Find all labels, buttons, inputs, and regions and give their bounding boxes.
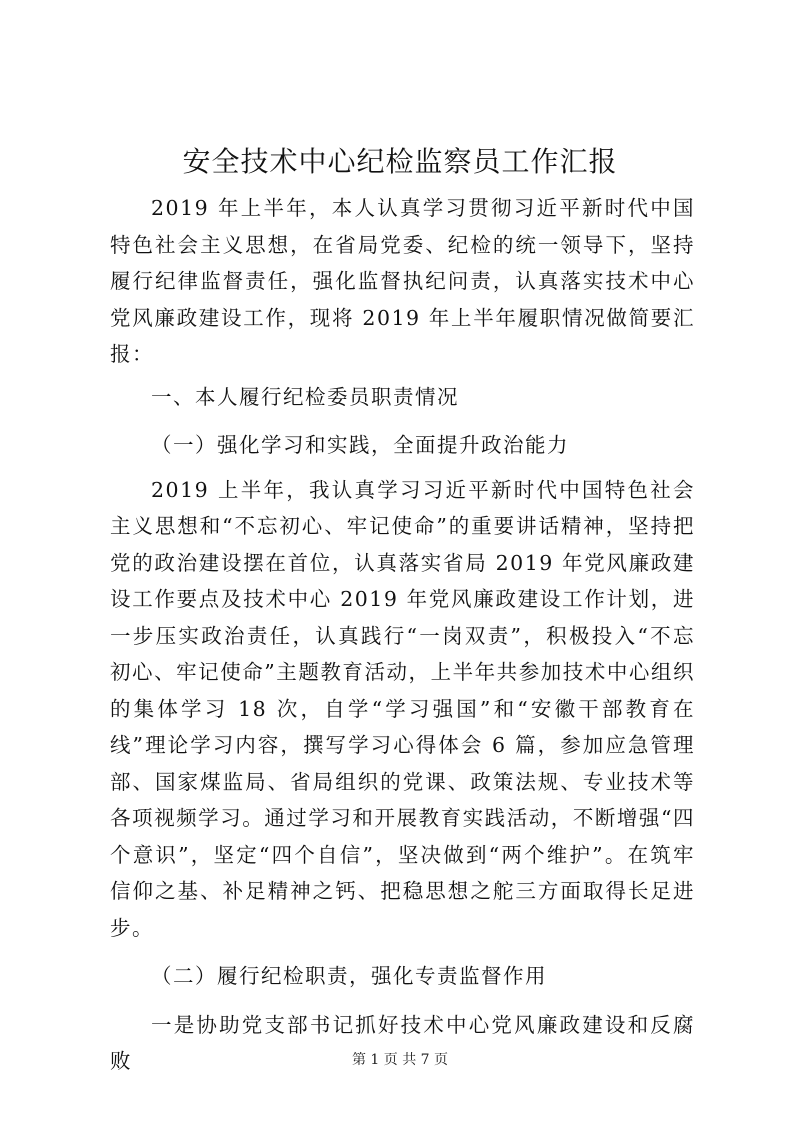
subsection-heading-2: （二）履行纪检职责，强化专责监督作用: [151, 964, 547, 988]
study-paragraph: 2019 上半年，我认真学习习近平新时代中国特色社会主义思想和“不忘初心、牢记使命”的重要讲话精神，坚持把党的政治建设摆在首位，认真落实省局 2019 年党风廉政建设工作要点及技术中心 2019 年党风廉政建设工作计划，进一步压实政治责任，认真践行“一岗双责”，积极投入“不忘初心、牢记使命”主题教育活动，上半年共参加技术中心组织的集体学习 18 次，自学“学习强国”和“安徽干部教育在线”理论学习内容，撰写学习心得体会 6 篇，参加应急管理部、国家煤监局、省局组织的党课、政策法规、专业技术等各项视频学习。通过学习和开展教育实践活动，不断增强“四个意识”，坚定“四个自信”，坚决做到“两个维护”。在筑牢信仰之基、补足精神之钙、把稳思想之舵三方面取得长足进步。: [110, 477, 695, 940]
intro-paragraph: 2019 年上半年，本人认真学习贯彻习近平新时代中国特色社会主义思想，在省局党委、纪检的统一领导下，坚持履行纪律监督责任，强化监督执纪问责，认真落实技术中心党风廉政建设工作，现将 2019 年上半年履职情况做简要汇报：: [110, 196, 695, 366]
duty-paragraph: 一是协助党支部书记抓好技术中心党风廉政建设和反腐败: [110, 1012, 695, 1073]
section-heading-1: 一、本人履行纪检委员职责情况: [151, 384, 459, 409]
subsection-heading-1: （一）强化学习和实践，全面提升政治能力: [151, 433, 569, 457]
page-footer: 第 1 页 共 7 页: [351, 1052, 449, 1068]
document-body: [110, 190, 695, 1080]
document-title: 安全技术中心纪检监察员工作汇报: [182, 145, 618, 178]
